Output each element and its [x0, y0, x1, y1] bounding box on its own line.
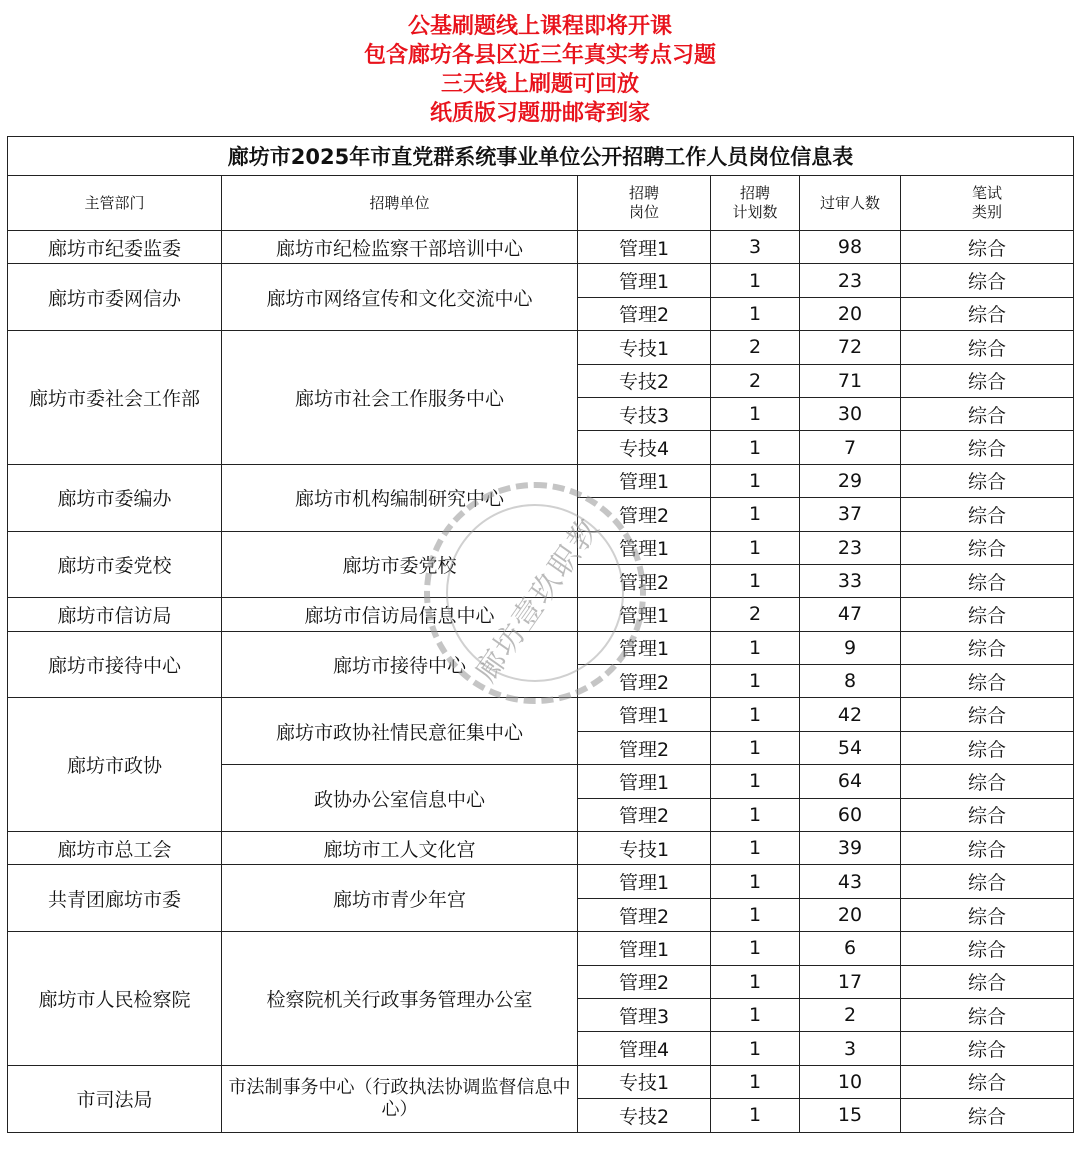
table-title: 廊坊市2025年市直党群系统事业单位公开招聘工作人员岗位信息表: [8, 137, 1074, 176]
cell-plan: 1: [711, 898, 800, 931]
cell-passed: 29: [800, 464, 901, 497]
promo-line-4: 纸质版习题册邮寄到家: [429, 101, 650, 126]
cell-exam: 综合: [901, 798, 1074, 831]
cell-exam: 综合: [901, 264, 1074, 297]
table-row: [8, 832, 1074, 865]
cell-passed: 3: [800, 1032, 901, 1065]
cell-dept: 廊坊市委编办: [8, 464, 222, 531]
cell-unit: 廊坊市青少年宫: [222, 865, 578, 932]
cell-post: 专技1: [578, 1065, 711, 1098]
cell-passed: 9: [800, 631, 901, 664]
cell-plan: 1: [711, 832, 800, 865]
cell-passed: 64: [800, 765, 901, 798]
cell-exam: 综合: [901, 531, 1074, 564]
cell-dept: 廊坊市委社会工作部: [8, 331, 222, 465]
header-exam-line2: 类别: [972, 203, 1003, 221]
cell-plan: 1: [711, 464, 800, 497]
cell-exam: 综合: [901, 998, 1074, 1031]
cell-dept: 廊坊市委党校: [8, 531, 222, 598]
cell-unit: 廊坊市机构编制研究中心: [222, 464, 578, 531]
header-exam: [901, 176, 1074, 231]
cell-exam: 综合: [901, 898, 1074, 931]
cell-passed: 33: [800, 564, 901, 597]
table-row: [8, 231, 1074, 264]
table-row: [8, 531, 1074, 564]
cell-post: 管理1: [578, 698, 711, 731]
cell-post: 管理1: [578, 264, 711, 297]
cell-passed: 47: [800, 598, 901, 631]
cell-exam: 综合: [901, 965, 1074, 998]
cell-unit: 廊坊市信访局信息中心: [222, 598, 578, 631]
cell-post: 管理1: [578, 631, 711, 664]
cell-unit: 廊坊市工人文化宫: [222, 832, 578, 865]
cell-exam: 综合: [901, 598, 1074, 631]
cell-passed: 7: [800, 431, 901, 464]
header-plan: [711, 176, 800, 231]
cell-post: 专技3: [578, 397, 711, 430]
cell-post: 管理2: [578, 798, 711, 831]
cell-dept: 廊坊市人民检察院: [8, 932, 222, 1066]
cell-post: 管理1: [578, 765, 711, 798]
cell-plan: 1: [711, 531, 800, 564]
cell-passed: 8: [800, 665, 901, 698]
cell-passed: 54: [800, 731, 901, 764]
cell-plan: 3: [711, 231, 800, 264]
cell-plan: 2: [711, 598, 800, 631]
table-row: [8, 598, 1074, 631]
cell-exam: 综合: [901, 631, 1074, 664]
cell-unit: 市法制事务中心（行政执法协调监督信息中心）: [222, 1065, 578, 1132]
cell-exam: 综合: [901, 397, 1074, 430]
cell-post: 专技2: [578, 1099, 711, 1132]
cell-exam: 综合: [901, 231, 1074, 264]
cell-post: 管理1: [578, 598, 711, 631]
cell-post: 管理1: [578, 932, 711, 965]
cell-unit: 廊坊市接待中心: [222, 631, 578, 698]
table-row: [8, 464, 1074, 497]
watermark-text: 廊坊壹玖职教: [468, 511, 608, 689]
cell-plan: 1: [711, 932, 800, 965]
cell-exam: 综合: [901, 832, 1074, 865]
cell-passed: 30: [800, 397, 901, 430]
cell-post: 专技4: [578, 431, 711, 464]
cell-post: 管理2: [578, 297, 711, 330]
cell-plan: 1: [711, 297, 800, 330]
cell-exam: 综合: [901, 865, 1074, 898]
cell-unit: 廊坊市政协社情民意征集中心: [222, 698, 578, 765]
table-row: [8, 932, 1074, 965]
table-row: [8, 331, 1074, 364]
cell-plan: 1: [711, 965, 800, 998]
cell-passed: 43: [800, 865, 901, 898]
table-row: [8, 698, 1074, 731]
cell-exam: 综合: [901, 331, 1074, 364]
header-plan-line2: 计划数: [732, 203, 778, 221]
cell-post: 管理1: [578, 231, 711, 264]
cell-exam: 综合: [901, 364, 1074, 397]
cell-dept: 廊坊市委网信办: [8, 264, 222, 331]
cell-exam: 综合: [901, 431, 1074, 464]
cell-unit: 检察院机关行政事务管理办公室: [222, 932, 578, 1066]
cell-passed: 42: [800, 698, 901, 731]
cell-plan: 1: [711, 798, 800, 831]
cell-plan: 1: [711, 1032, 800, 1065]
cell-post: 管理2: [578, 731, 711, 764]
cell-dept: 廊坊市总工会: [8, 832, 222, 865]
cell-unit: 廊坊市社会工作服务中心: [222, 331, 578, 465]
cell-unit: 廊坊市委党校: [222, 531, 578, 598]
cell-exam: 综合: [901, 731, 1074, 764]
cell-plan: 1: [711, 631, 800, 664]
cell-passed: 15: [800, 1099, 901, 1132]
cell-unit: 政协办公室信息中心: [222, 765, 578, 832]
cell-plan: 1: [711, 698, 800, 731]
cell-dept: 廊坊市政协: [8, 698, 222, 832]
cell-exam: 综合: [901, 765, 1074, 798]
cell-passed: 23: [800, 264, 901, 297]
cell-plan: 1: [711, 431, 800, 464]
header-post-line2: 岗位: [628, 203, 659, 221]
cell-passed: 6: [800, 932, 901, 965]
cell-unit: 廊坊市纪检监察干部培训中心: [222, 231, 578, 264]
promo-line-1: 公基刷题线上课程即将开课: [407, 14, 672, 39]
header-exam-line1: 笔试: [972, 184, 1003, 202]
cell-post: 管理1: [578, 865, 711, 898]
cell-post: 管理1: [578, 464, 711, 497]
cell-passed: 71: [800, 364, 901, 397]
cell-plan: 1: [711, 1065, 800, 1098]
cell-passed: 10: [800, 1065, 901, 1098]
cell-exam: 综合: [901, 464, 1074, 497]
cell-post: 管理4: [578, 1032, 711, 1065]
cell-exam: 综合: [901, 665, 1074, 698]
cell-post: 管理2: [578, 498, 711, 531]
table-row: [8, 1065, 1074, 1098]
cell-post: 专技2: [578, 364, 711, 397]
cell-exam: 综合: [901, 498, 1074, 531]
cell-exam: 综合: [901, 297, 1074, 330]
cell-passed: 72: [800, 331, 901, 364]
cell-passed: 20: [800, 297, 901, 330]
cell-post: 管理3: [578, 998, 711, 1031]
cell-plan: 2: [711, 331, 800, 364]
cell-passed: 23: [800, 531, 901, 564]
promo-line-3: 三天线上刷题可回放: [440, 72, 639, 97]
header-post: [578, 176, 711, 231]
cell-passed: 17: [800, 965, 901, 998]
cell-plan: 1: [711, 865, 800, 898]
cell-plan: 1: [711, 665, 800, 698]
cell-exam: 综合: [901, 564, 1074, 597]
cell-passed: 2: [800, 998, 901, 1031]
header-unit: 招聘单位: [222, 176, 578, 231]
cell-post: 管理2: [578, 898, 711, 931]
cell-plan: 1: [711, 765, 800, 798]
header-plan-line1: 招聘: [739, 184, 770, 202]
cell-dept: 廊坊市信访局: [8, 598, 222, 631]
table-row: [8, 631, 1074, 664]
table-row: [8, 865, 1074, 898]
cell-post: 专技1: [578, 832, 711, 865]
table-body: [8, 231, 1074, 1133]
cell-plan: 1: [711, 498, 800, 531]
cell-passed: 39: [800, 832, 901, 865]
cell-post: 管理2: [578, 665, 711, 698]
cell-dept: 廊坊市纪委监委: [8, 231, 222, 264]
header-passed: 过审人数: [800, 176, 901, 231]
cell-post: 管理2: [578, 564, 711, 597]
promo-line-2: 包含廊坊各县区近三年真实考点习题: [363, 43, 716, 68]
cell-exam: 综合: [901, 1065, 1074, 1098]
cell-passed: 20: [800, 898, 901, 931]
cell-post: 管理1: [578, 531, 711, 564]
cell-exam: 综合: [901, 932, 1074, 965]
cell-passed: 37: [800, 498, 901, 531]
cell-plan: 1: [711, 1099, 800, 1132]
cell-unit: 廊坊市网络宣传和文化交流中心: [222, 264, 578, 331]
cell-exam: 综合: [901, 1099, 1074, 1132]
cell-passed: 98: [800, 231, 901, 264]
cell-plan: 1: [711, 397, 800, 430]
cell-plan: 1: [711, 998, 800, 1031]
cell-exam: 综合: [901, 698, 1074, 731]
promo-banner: [0, 0, 1080, 136]
cell-plan: 2: [711, 364, 800, 397]
header-post-line1: 招聘: [628, 184, 659, 202]
cell-plan: 1: [711, 564, 800, 597]
cell-dept: 廊坊市接待中心: [8, 631, 222, 698]
recruitment-table: [7, 136, 1074, 1133]
cell-post: 专技1: [578, 331, 711, 364]
cell-exam: 综合: [901, 1032, 1074, 1065]
header-dept: 主管部门: [8, 176, 222, 231]
cell-plan: 1: [711, 264, 800, 297]
cell-dept: 市司法局: [8, 1065, 222, 1132]
cell-passed: 60: [800, 798, 901, 831]
cell-post: 管理2: [578, 965, 711, 998]
cell-plan: 1: [711, 731, 800, 764]
cell-dept: 共青团廊坊市委: [8, 865, 222, 932]
table-row: [8, 264, 1074, 297]
